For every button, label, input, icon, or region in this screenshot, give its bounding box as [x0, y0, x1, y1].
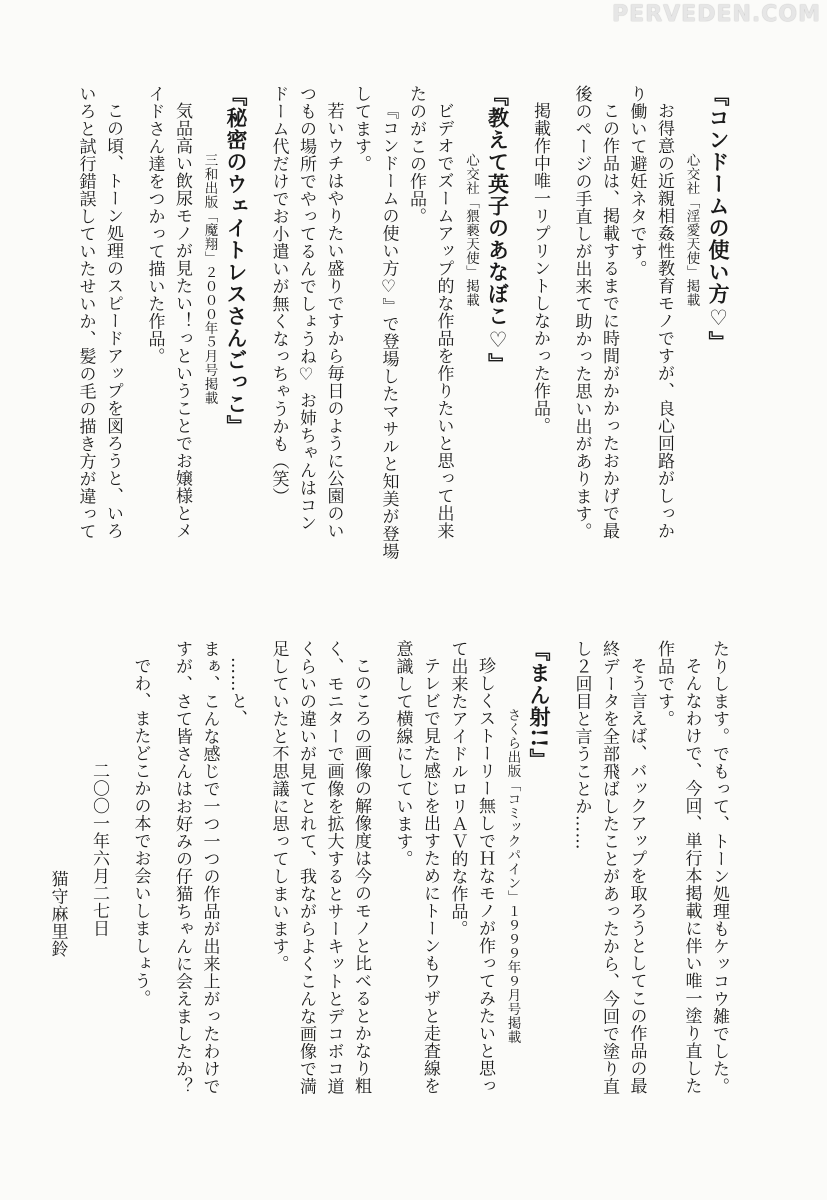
text-line: 若いウチはやりたい盛りですから毎日のように公園のい — [323, 102, 344, 540]
paragraph-spacer — [126, 85, 140, 610]
text-line: そう言えば、バックアップを取ろうとしてこの作品の最 — [626, 657, 647, 1095]
text-line: 後のページの手直しが出来て助かった思い出があります。 — [571, 85, 592, 540]
text-line: このころの画像の解像度は今のモノと比べるとかなり粗 — [351, 657, 371, 1095]
text-line: 『コンドームの使い方♡』で登場したマサルと知美が登場 — [378, 102, 399, 560]
publication-info: さくら出版「コミックパイン」１９９９年９月号掲載 — [504, 707, 521, 1044]
text-line: て出来たアイドルロリＡＶ的な作品。 — [447, 640, 468, 938]
publication-info: 三和出版「魔翔」２０００年５月号掲載 — [201, 152, 218, 405]
text-line: イドさん達をつかって描いた作品。 — [144, 85, 165, 365]
text-line: 気品高い飲尿モノが見たい！っということでお嬢様とメ — [172, 102, 192, 540]
site-watermark: PERVEDEN.COM — [612, 2, 821, 27]
paragraph-spacer — [154, 640, 168, 1145]
text-line: 終データを全部飛ばしたことがあったから、今回で塗り直 — [599, 640, 619, 1095]
text-line: ……と、 — [227, 657, 247, 727]
paragraph-spacer — [112, 640, 126, 1145]
text-line: 足していたと不思議に思ってしまいます。 — [268, 640, 289, 973]
text-line: テレビで見た感じを出すためにトーンもワザと走査線を — [420, 657, 440, 1095]
paragraph-spacer — [250, 85, 264, 610]
text-line: そんなわけで、今回、単行本掲載に伴い唯一塗り直した — [681, 657, 702, 1095]
text-line: 珍しくストーリー無しでＨなモノが作ってみたいと思っ — [475, 657, 495, 1095]
text-line: 意識して横線にしています。 — [392, 640, 413, 868]
text-line: 掲載作中唯一リプリントしなかった作品。 — [530, 102, 550, 435]
text-line: ドーム代だけでお小遣いが無くなっちゃうかも（笑） — [268, 85, 289, 505]
text-line: り働いて避妊ネタです。 — [626, 85, 647, 278]
text-line: ビデオでズームアップ的な作品を作りたいと思って出来 — [433, 102, 454, 540]
publication-info: 心交社「淫愛天使」掲載 — [683, 152, 700, 307]
text-line: く、モニターで画像を拡大するとサーキットとデコボコ道 — [323, 640, 344, 1095]
paragraph-spacer — [250, 640, 264, 1145]
text-line: たのがこの作品。 — [406, 85, 426, 225]
text-line: たりします。でもって、トーン処理もケッコウ雑でした。 — [709, 640, 729, 1095]
work-title: 『まん射!!』 — [527, 640, 552, 771]
text-line: 作品です。 — [654, 640, 674, 728]
text-line: すが、さて皆さんはお好みの仔猫ちゃんに会えましたか？ — [172, 640, 192, 1095]
publication-info: 心交社「猥褻天使」掲載 — [463, 152, 479, 307]
paragraph-spacer — [71, 640, 85, 1145]
text-line: この頃、トーン処理のスピードアップを図ろうと、いろ — [103, 102, 123, 540]
text-line: くらいの違いが見てとれて、我ながらよくこんな画像で満 — [296, 640, 316, 1095]
paragraph-spacer — [374, 640, 388, 1145]
work-title: 『コンドームの使い方♡』 — [706, 85, 731, 353]
date-line: 二〇〇一年六月二七日 — [89, 762, 109, 938]
text-line: お得意の近親相姦性教育モノですが、良心回路がしっか — [654, 102, 674, 540]
work-title: 『秘密のウェイトレスさんごっこ』 — [224, 85, 249, 437]
afterword-lower-section — [47, 640, 732, 1145]
text-line: し２回目と言うことか…… — [571, 640, 592, 850]
afterword-upper-section — [75, 85, 732, 610]
paragraph-spacer — [553, 85, 567, 610]
text-line: つもの場所でやってるんでしょうね♡ お姉ちゃんはコン — [296, 85, 316, 532]
text-line: でわ、またどこかの本でお会いしましょう。 — [130, 657, 151, 1007]
text-line: まぁ、こんな感じで一つ一つの作品が出来上がったわけで — [199, 640, 220, 1095]
text-line: いろと試行錯誤していたせいか、髪の毛の描き方が違って — [75, 85, 96, 540]
work-title: 『教えて英子のあなぼこ♡』 — [485, 85, 511, 375]
author-signature: 猫守麻里鈴 — [47, 869, 68, 957]
text-line: してます。 — [351, 85, 371, 173]
text-line: この作品は、掲載するまでに時間がかかったおかげで最 — [599, 102, 619, 540]
paragraph-spacer — [553, 640, 567, 1145]
paragraph-spacer — [512, 85, 526, 610]
